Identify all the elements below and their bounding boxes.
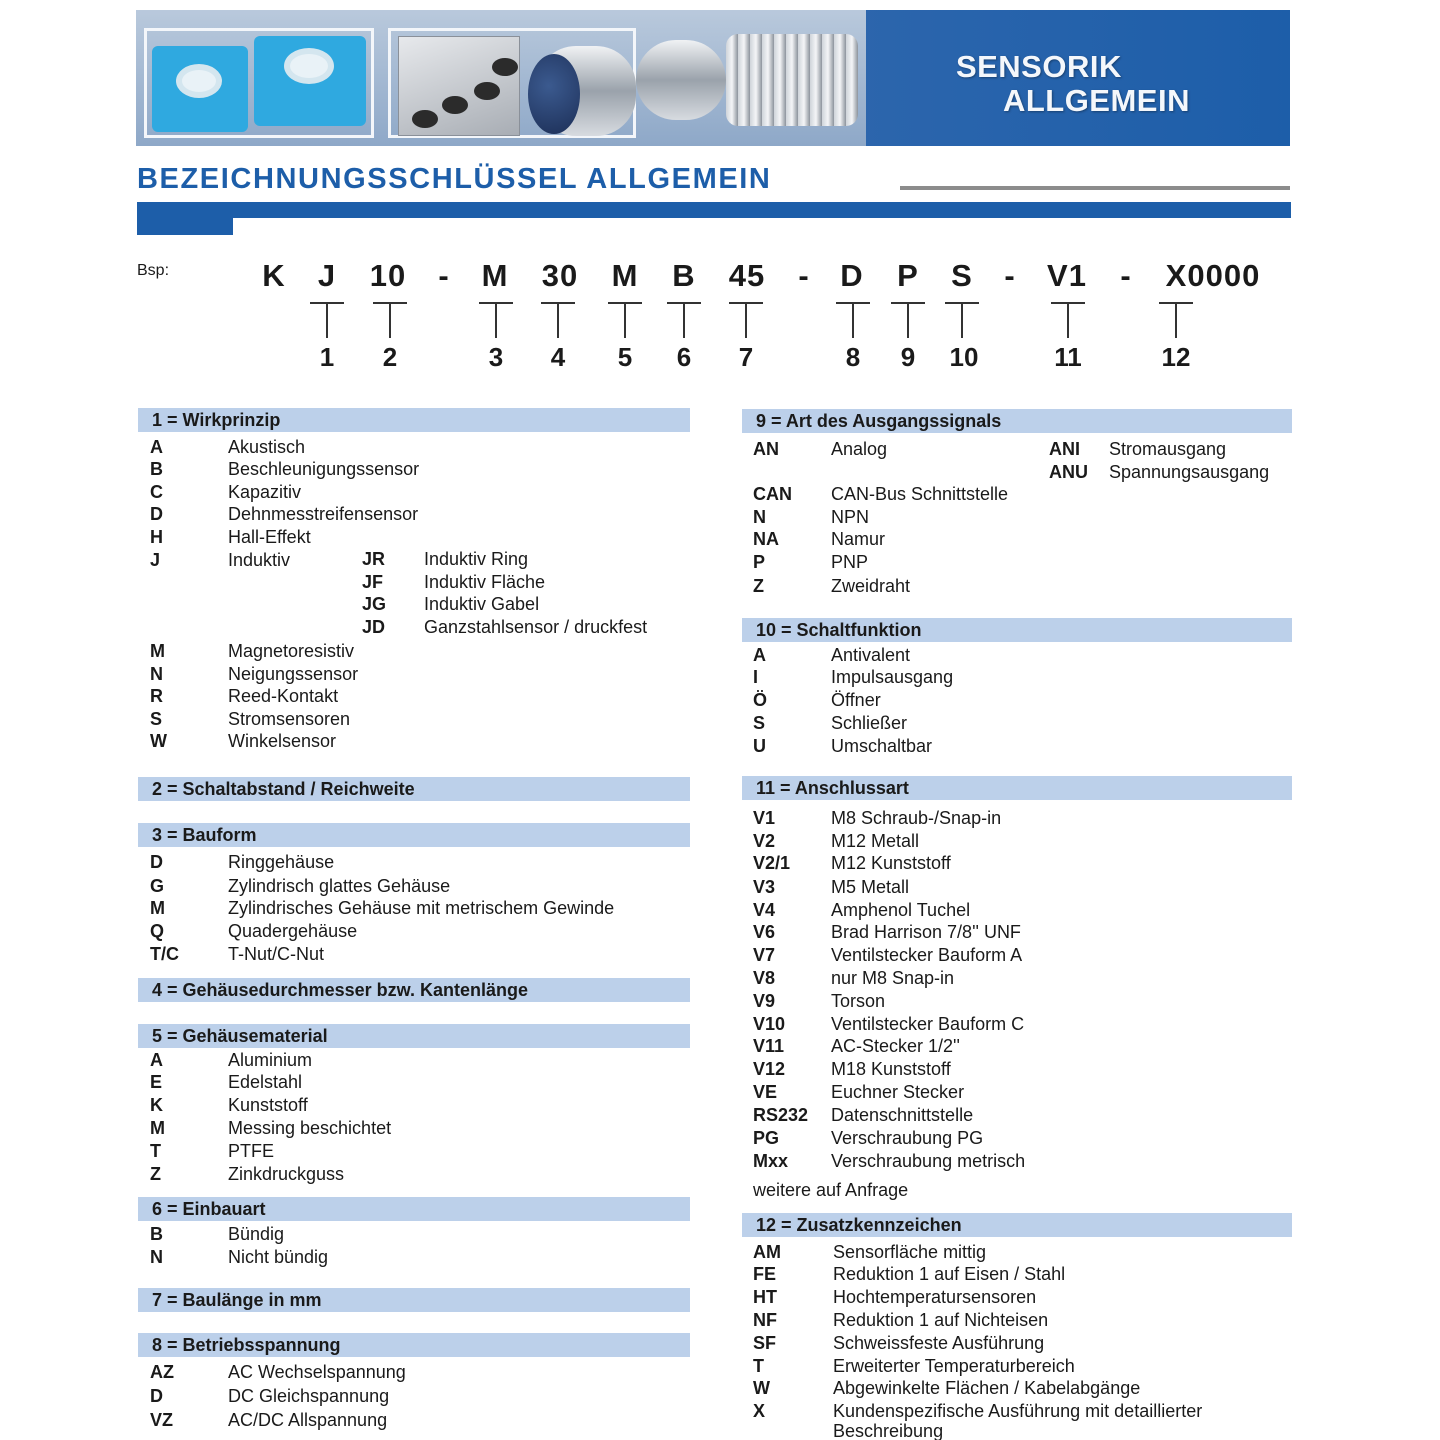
code-position-number: 3 bbox=[488, 342, 504, 372]
title-underline-stub bbox=[137, 218, 233, 235]
code-connector bbox=[667, 302, 701, 338]
code-position-number: 8 bbox=[845, 342, 861, 372]
section-header-einbauart: 6 = Einbauart bbox=[138, 1197, 690, 1221]
code-position-number: 9 bbox=[900, 342, 916, 372]
code-connector bbox=[836, 302, 870, 338]
code-part: 30 bbox=[541, 258, 579, 293]
code-part: 10 bbox=[369, 258, 407, 293]
section-header-betriebsspannung: 8 = Betriebsspannung bbox=[138, 1333, 690, 1357]
code-part: V1 bbox=[1047, 258, 1087, 293]
header-banner bbox=[136, 10, 1290, 146]
code-part: 45 bbox=[728, 258, 766, 293]
section-header-zusatzkennzeichen: 12 = Zusatzkennzeichen bbox=[742, 1213, 1292, 1237]
code-connector bbox=[1159, 302, 1193, 338]
code-part: B bbox=[672, 258, 696, 293]
code-part: S bbox=[951, 258, 973, 293]
code-position-number: 1 bbox=[319, 342, 335, 372]
code-position-number: 4 bbox=[550, 342, 566, 372]
section-header-wirkprinzip: 1 = Wirkprinzip bbox=[138, 408, 690, 432]
code-part: J bbox=[317, 258, 337, 293]
code-position-number: 10 bbox=[949, 342, 979, 372]
section-header-schaltabstand: 2 = Schaltabstand / Reichweite bbox=[138, 777, 690, 801]
code-position-number: 6 bbox=[676, 342, 692, 372]
section-header-gehaeusematerial: 5 = Gehäusematerial bbox=[138, 1024, 690, 1048]
code-position-number: 11 bbox=[1054, 342, 1082, 372]
code-connector bbox=[541, 302, 575, 338]
section-header-baulaenge: 7 = Baulänge in mm bbox=[138, 1288, 690, 1312]
code-connector bbox=[729, 302, 763, 338]
section-header-gehaeusedurchmesser: 4 = Gehäusedurchmesser bzw. Kantenlänge bbox=[138, 978, 690, 1002]
banner-title-line2: ALLGEMEIN bbox=[1002, 83, 1190, 118]
section-header-bauform: 3 = Bauform bbox=[138, 823, 690, 847]
code-separator: - bbox=[438, 258, 450, 293]
code-connector bbox=[945, 302, 979, 338]
section-header-schaltfunktion: 10 = Schaltfunktion bbox=[742, 618, 1292, 642]
example-label: Bsp: bbox=[137, 262, 170, 279]
banner-title bbox=[956, 50, 1190, 118]
code-position-number: 7 bbox=[738, 342, 754, 372]
code-separator: - bbox=[1004, 258, 1016, 293]
code-connector bbox=[1051, 302, 1085, 338]
code-part: P bbox=[897, 258, 919, 293]
code-separator: - bbox=[798, 258, 810, 293]
code-position-number: 12 bbox=[1161, 342, 1191, 372]
code-connector bbox=[373, 302, 407, 338]
sensor-photo-collage bbox=[136, 10, 866, 146]
code-connector bbox=[479, 302, 513, 338]
code-part: X0000 bbox=[1165, 258, 1261, 293]
code-connector bbox=[310, 302, 344, 338]
section-header-anschlussart: 11 = Anschlussart bbox=[742, 776, 1292, 800]
title-rule bbox=[900, 186, 1290, 190]
code-part: K bbox=[262, 258, 286, 293]
further-on-request-note: weitere auf Anfrage bbox=[753, 1180, 909, 1200]
code-position-number: 2 bbox=[382, 342, 398, 372]
banner-title-line1: SENSORIK bbox=[955, 49, 1122, 84]
code-connector bbox=[608, 302, 642, 338]
page-title: BEZEICHNUNGSSCHLÜSSEL ALLGEMEIN bbox=[137, 163, 772, 195]
code-connector bbox=[891, 302, 925, 338]
code-separator: - bbox=[1120, 258, 1132, 293]
code-part: D bbox=[840, 258, 864, 293]
title-underline-bar bbox=[137, 202, 1291, 218]
code-part: M bbox=[481, 258, 509, 293]
code-position-number: 5 bbox=[617, 342, 633, 372]
section-header-ausgangssignal: 9 = Art des Ausgangssignals bbox=[742, 409, 1292, 433]
code-part: M bbox=[611, 258, 639, 293]
